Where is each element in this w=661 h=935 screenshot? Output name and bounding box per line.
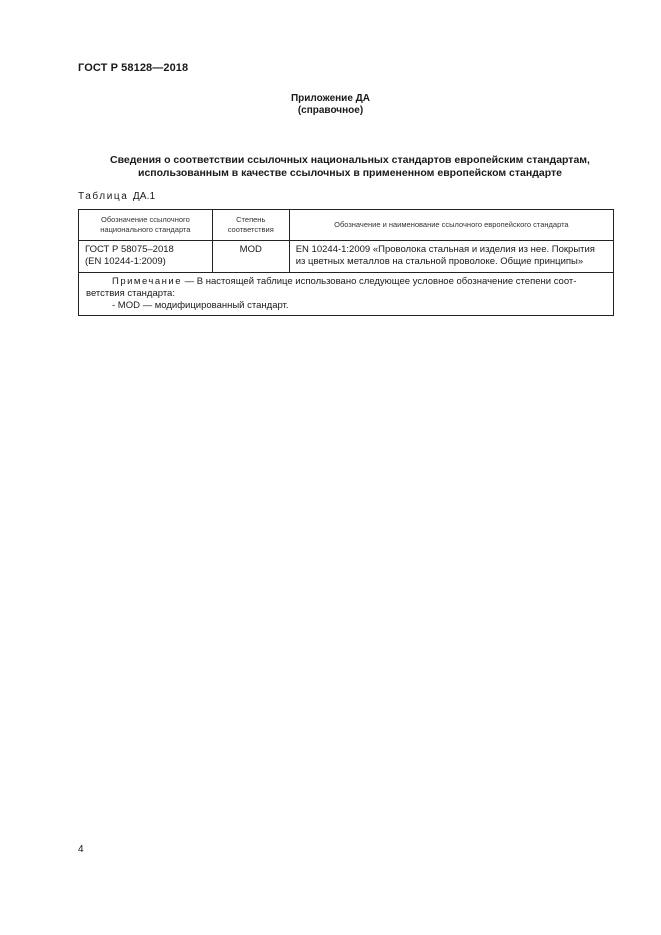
header-degree-line-1: Степень bbox=[236, 215, 266, 224]
national-standard-code: ГОСТ Р 58075–2018 bbox=[85, 244, 174, 255]
european-standard-line-2: из цветных металлов на стальной проволоке. Общие принципы» bbox=[295, 256, 584, 267]
appendix-heading bbox=[0, 93, 661, 117]
document-code: ГОСТ Р 58128—2018 bbox=[78, 62, 189, 74]
table-note-row bbox=[79, 273, 614, 316]
note-line-1-text: — В настоящей таблице использовано следующее условное обозначение степени соот- bbox=[182, 276, 577, 287]
table-caption-number: ДА.1 bbox=[132, 191, 156, 202]
appendix-title: Приложение ДА bbox=[290, 93, 371, 104]
appendix-subtitle: (справочное) bbox=[297, 105, 364, 116]
table-header-row bbox=[79, 210, 614, 241]
section-title-line-2: использованным в качестве ссылочных в примененном европейском стандарте bbox=[138, 167, 562, 179]
note-line-3: - MOD — модифицированный стандарт. bbox=[112, 300, 289, 311]
header-degree bbox=[212, 210, 289, 241]
correspondence-table bbox=[78, 209, 614, 316]
header-national-standard-line-1: Обозначение ссылочного bbox=[100, 215, 190, 224]
european-standard-line-1: EN 10244-1:2009 «Проволока стальная и изделия из нее. Покрытия bbox=[295, 244, 595, 255]
section-title bbox=[60, 154, 640, 180]
national-standard-equivalent: (EN 10244-1:2009) bbox=[85, 256, 166, 267]
header-european-standard: Обозначение и наименование ссылочного европейского стандарта bbox=[289, 210, 613, 241]
table-caption bbox=[78, 191, 155, 202]
table-row bbox=[79, 241, 614, 273]
table-caption-word: Таблица bbox=[78, 191, 129, 202]
cell-degree: MOD bbox=[212, 241, 289, 273]
header-national-standard-line-2: национального стандарта bbox=[100, 225, 191, 234]
cell-national-standard bbox=[79, 241, 213, 273]
section-title-line-1: Сведения о соответствии ссылочных национальных стандартов европейским стандартам, bbox=[110, 154, 590, 166]
table-note bbox=[79, 273, 614, 316]
header-degree-line-2: соответствия bbox=[227, 225, 274, 234]
note-line-2: ветствия стандарта: bbox=[86, 288, 175, 299]
page-number: 4 bbox=[78, 844, 84, 855]
header-national-standard bbox=[79, 210, 213, 241]
note-lead: Примечание bbox=[112, 276, 182, 287]
note-line-1 bbox=[86, 276, 607, 288]
cell-european-standard bbox=[289, 241, 613, 273]
